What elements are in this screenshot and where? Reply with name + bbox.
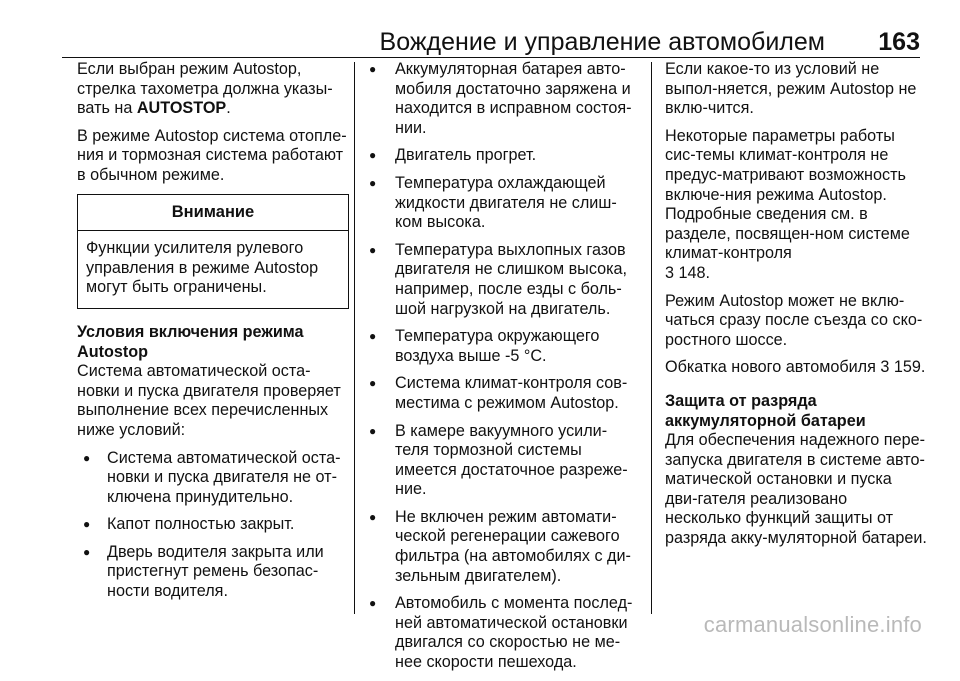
page-title: Вождение и управление автомобилем [379, 28, 825, 56]
conditions-list-2 [367, 60, 633, 673]
list-item: ● Система климат-контроля сов-местима с режимом Autostop. [367, 374, 633, 413]
list-item: ● Температура окружающего воздуха выше -5 °C. [367, 327, 633, 366]
column-divider-2 [651, 62, 652, 614]
list-item: ● Капот полностью закрыт. [77, 515, 349, 535]
page-header [0, 0, 960, 58]
page-number: 163 [878, 28, 920, 56]
list-item: ● Двигатель прогрет. [367, 146, 633, 166]
list-item: ● Аккумуляторная батарея авто-мобиля достаточно заряжена и находится в исправном состоя-нии. [367, 60, 633, 138]
list-item: ● В камере вакуумного усили-теля тормозной системы имеется достаточное разреже-ние. [367, 422, 633, 500]
paragraph-break-in: Обкатка нового автомобиля 3 159. [665, 358, 926, 377]
paragraph-conditions-unmet: Если какое-то из условий не выпол-няется, режим Autostop не вклю-чится. [665, 60, 917, 118]
list-item: ● Не включен режим автомати-ческой регенерации сажевого фильтра (на автомобилях с ди-зельным двигателем). [367, 508, 633, 586]
column-1 [77, 60, 349, 610]
page-reference-link[interactable]: 3 148. [665, 263, 711, 282]
paragraph-climate-control: Некоторые параметры работы сис-темы климат-контроля не предус-матривают возможность включе-ния режима Autostop. Подробные сведения см. в разделе, посвящен-ном системе климат-контроля 3 148. [665, 126, 910, 282]
column-divider-1 [354, 62, 355, 614]
column-2 [367, 60, 633, 681]
list-item: ● Температура охлаждающей жидкости двигателя не слиш-ком высока. [367, 174, 633, 233]
paragraph-conditions-intro: Система автоматической оста-новки и пуска двигателя проверяет выполнение всех перечисленных ниже условий: [77, 362, 341, 439]
caution-box [77, 194, 349, 309]
list-item: ● Автомобиль с момента послед-ней автоматической остановки двигался со скоростью не ме-нее скорости пешехода. [367, 594, 633, 672]
column-3 [665, 60, 927, 557]
caution-text: Функции усилителя рулевого управления в режиме Autostop могут быть ограничены. [86, 239, 319, 297]
section-heading-conditions: Условия включения режима Autostop [77, 322, 304, 361]
paragraph-highway: Режим Autostop может не вклю-чаться сразу после съезда со ско-ростного шоссе. [665, 291, 923, 349]
paragraph-heating-brakes: В режиме Autostop система отопле-ния и тормозная система работают в обычном режиме. [77, 126, 347, 184]
list-item: ● Дверь водителя закрыта или пристегнут ремень безопас-ности водителя. [77, 543, 349, 602]
watermark: carmanualsonline.info [703, 612, 922, 637]
paragraph-autostop-tachometer: Если выбран режим Autostop, стрелка тахометра должна указы-вать на AUTOSTOP. [77, 60, 333, 118]
list-item: ● Температура выхлопных газов двигателя не слишком высока, например, после езды с боль-шой нагрузкой на двигатель. [367, 241, 633, 319]
conditions-list-1 [77, 449, 349, 602]
list-item: ● Система автоматической оста-новки и пуска двигателя не от-ключена принудительно. [77, 449, 349, 508]
autostop-label: AUTOSTOP [136, 99, 227, 118]
header-divider [62, 57, 920, 58]
caution-title: Внимание [78, 195, 348, 232]
paragraph-battery-protection: Для обеспечения надежного пере-запуска двигателя в системе авто-матической остановки и пуска дви-гателя реализовано несколько функций защиты от разряда акку-муляторной батареи. [665, 431, 927, 548]
section-heading-battery-protection: Защита от разряда аккумуляторной батареи [665, 391, 866, 430]
